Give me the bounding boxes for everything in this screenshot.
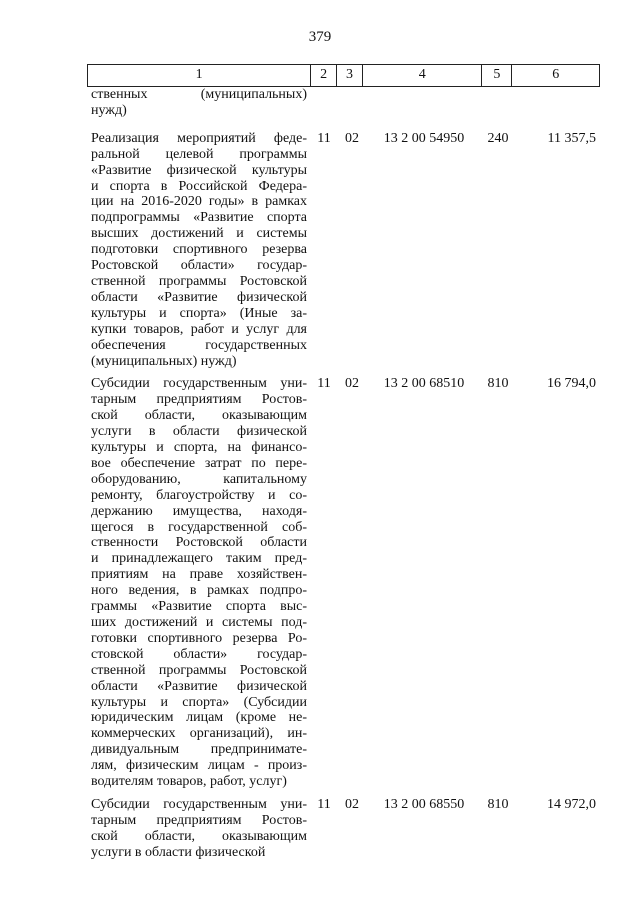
description-line: «Развитие физической культуры (91, 162, 307, 178)
description-line: Ростовской области» государ- (91, 258, 307, 274)
row-description (87, 87, 311, 119)
description-line: ральной целевой программы (91, 146, 307, 162)
column-header-5: 5 (482, 65, 512, 86)
table-row (87, 797, 600, 861)
description-line: коммерческих организаций), ин- (91, 726, 307, 742)
description-line: ших достижений и системы под- (91, 615, 307, 630)
description-line: приятиям на праве хозяйствен- (91, 567, 307, 583)
description-line: лям, физическим лицам - произ- (91, 758, 307, 774)
subsection-code: 02 (345, 376, 359, 392)
description-line: держанию имущества, находя- (91, 503, 307, 519)
description-line: щегося в государственной соб- (91, 519, 307, 535)
row-description (87, 376, 311, 790)
target-article-code: 13 2 00 54950 (383, 130, 465, 146)
subsection-code: 02 (345, 130, 359, 146)
description-line: культуры и спорта, на финансо- (91, 440, 307, 456)
section-code: 11 (317, 796, 331, 812)
column-header-2: 2 (311, 65, 337, 86)
amount: 11 357,5 (547, 130, 596, 146)
description-line: области «Развитие физической (91, 678, 307, 694)
description-line: ного ведения, в рамках подпро- (91, 583, 307, 599)
description-line: услуги в области физической (91, 844, 266, 860)
description-line: подготовки спортивного резерва (91, 242, 307, 258)
description-line: культуры и спорта» (Субсидии (91, 694, 307, 710)
description-line: подпрограммы «Развитие спорта (91, 210, 307, 226)
target-article-code: 13 2 00 68550 (383, 796, 465, 812)
expense-type-code: 810 (487, 796, 509, 812)
description-line: культуры и спорта» (Иные за- (91, 305, 307, 321)
amount: 16 794,0 (547, 376, 596, 392)
description-line: ремонту, благоустройству и со- (91, 487, 307, 503)
budget-table (87, 64, 600, 861)
description-line: готовки спортивного резерва Ро- (91, 630, 307, 646)
section-code: 11 (317, 376, 331, 392)
description-line: тарным предприятиям Ростов- (91, 812, 307, 828)
subsection-code: 02 (345, 796, 359, 812)
description-line: области «Развитие физической (91, 289, 307, 305)
page-number: 379 (308, 29, 332, 45)
description-line: нужд) (91, 102, 127, 118)
description-line: ственной программы Ростовской (91, 662, 307, 678)
table-row (87, 376, 600, 790)
target-article-code: 13 2 00 68510 (383, 376, 465, 392)
target-article-code (367, 87, 481, 119)
description-line: ственных (муниципальных) (91, 87, 307, 102)
table-row (87, 87, 600, 119)
amount: 14 972,0 (547, 796, 596, 812)
description-line: и спорта в Российской Федера- (91, 178, 307, 194)
description-line: оборудованию, капитальному (91, 471, 307, 487)
expense-type-code (481, 87, 515, 119)
description-line: ственности Ростовской области (91, 535, 307, 551)
description-line: Реализация мероприятий феде- (91, 130, 307, 146)
section-code: 11 (317, 130, 331, 146)
description-line: обеспечения государственных (91, 337, 307, 353)
row-description (87, 797, 311, 861)
table-row (87, 131, 600, 370)
column-header-6: 6 (552, 67, 560, 82)
subsection-code (337, 87, 367, 119)
description-line: ской области, оказывающим (91, 828, 307, 844)
description-line: юридическим лицам (кроме не- (91, 710, 307, 726)
column-header-4: 4 (363, 65, 483, 86)
column-header-1: 1 (88, 65, 311, 86)
description-line: ственной программы Ростовской (91, 273, 307, 289)
description-line: купки товаров, работ и услуг для (91, 321, 307, 337)
description-line: высших достижений и системы (91, 226, 307, 242)
description-line: стовской области» государ- (91, 646, 307, 662)
description-line: Субсидии государственным уни- (91, 796, 307, 812)
column-header-3: 3 (337, 65, 363, 86)
description-line: ции на 2016-2020 годы» в рамках (91, 194, 307, 210)
section-code (311, 87, 337, 119)
description-line: тарным предприятиям Ростов- (91, 392, 307, 408)
description-line: Субсидии государственным уни- (91, 376, 307, 392)
description-line: вое обеспечение затрат по пере- (91, 455, 307, 471)
description-line: и принадлежащего таким пред- (91, 551, 307, 567)
amount (515, 87, 598, 119)
description-line: услуги в области физической (91, 424, 307, 440)
description-line: водителям товаров, работ, услуг) (91, 774, 287, 790)
description-line: граммы «Развитие спорта выс- (91, 599, 307, 615)
table-body (87, 87, 600, 861)
expense-type-code: 810 (487, 376, 509, 392)
table-header-row (87, 64, 600, 87)
expense-type-code: 240 (487, 130, 509, 146)
row-description (87, 131, 311, 370)
description-line: ской области, оказывающим (91, 408, 307, 424)
description-line: дивидуальным предпринимате- (91, 742, 307, 758)
description-line: (муниципальных) нужд) (91, 353, 237, 369)
